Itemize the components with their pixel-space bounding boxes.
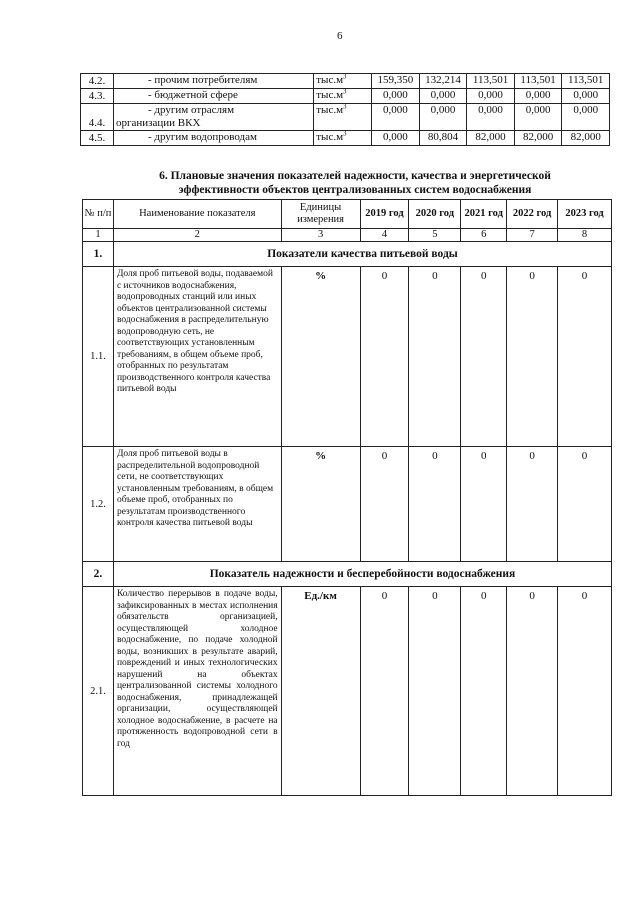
table-row [83, 267, 612, 447]
index-cell: 3 [281, 229, 360, 242]
value-cell: 80,804 [419, 131, 467, 146]
value-cell: 0 [461, 587, 507, 796]
indicators-table [82, 199, 612, 796]
row-unit: % [281, 447, 360, 562]
index-cell: 5 [409, 229, 461, 242]
row-unit: % [281, 267, 360, 447]
row-number: 4.3. [81, 89, 114, 104]
row-name: Доля проб питьевой воды в распределительной водопроводной сети, не соответствующих установленным требованиям, в общем объеме проб, отобранных по результатам производственного контроля качества питьевой воды [113, 447, 281, 562]
value-cell: 82,000 [467, 131, 515, 146]
row-number: 1.2. [83, 447, 114, 562]
value-cell: 0 [558, 447, 612, 562]
table-row [81, 74, 610, 89]
value-cell: 82,000 [562, 131, 610, 146]
value-cell: 0 [507, 267, 558, 447]
value-cell: 0 [360, 267, 409, 447]
value-cell: 0 [507, 447, 558, 562]
row-number: 4.2. [81, 74, 114, 89]
value-cell: 132,214 [419, 74, 467, 89]
value-cell: 0 [558, 267, 612, 447]
table-row [81, 104, 610, 131]
row-name: - бюджетной сфере [114, 89, 314, 104]
row-number: 1.1. [83, 267, 114, 447]
row-unit: Ед./км [281, 587, 360, 796]
row-unit: $тыс.м^3$ [314, 74, 372, 89]
value-cell: 113,501 [562, 74, 610, 89]
index-cell: 8 [558, 229, 612, 242]
section-number: 1. [83, 242, 114, 267]
section-row [83, 562, 612, 587]
header-year: 2019 год [360, 200, 409, 229]
value-cell: 113,501 [514, 74, 562, 89]
value-cell: 0 [507, 587, 558, 796]
value-cell: 0 [409, 587, 461, 796]
value-cell: 0,000 [514, 104, 562, 131]
row-number: 2.1. [83, 587, 114, 796]
index-cell: 4 [360, 229, 409, 242]
value-cell: 0,000 [514, 89, 562, 104]
value-cell: 0,000 [372, 104, 420, 131]
index-cell: 1 [83, 229, 114, 242]
row-name: Доля проб питьевой воды, подаваемой с источников водоснабжения, водопроводных станций или иных объектов централизованной системы водоснабжения в распределительную водопроводную сеть, не соответствующих установленным требованиям, в общем объеме проб, отобранных по результатам производственного контроля качества питьевой воды [113, 267, 281, 447]
row-name: Количество перерывов в подаче воды, зафиксированных в местах исполнения обязательств организацией, осуществляющей холодное водоснабжение, по подаче холодной воды, возникших в результате аварий, повреждений и иных технологических нарушений на объектах централизованной системы холодного водоснабжения, принадлежащей организации, осуществляющей холодное водоснабжение, в расчете на протяженность водопроводной сети в год [113, 587, 281, 796]
value-cell: 0 [558, 587, 612, 796]
value-cell: 0 [461, 267, 507, 447]
value-cell: 82,000 [514, 131, 562, 146]
header-year: 2023 год [558, 200, 612, 229]
value-cell: 0,000 [372, 131, 420, 146]
value-cell: 0 [461, 447, 507, 562]
row-name: - прочим потребителям [114, 74, 314, 89]
section-number: 2. [83, 562, 114, 587]
value-cell: 0,000 [467, 89, 515, 104]
value-cell: 159,350 [372, 74, 420, 89]
row-unit: $тыс.м^3$ [314, 89, 372, 104]
row-number: 4.4. [81, 104, 114, 131]
value-cell: 113,501 [467, 74, 515, 89]
index-cell: 6 [461, 229, 507, 242]
value-cell: 0 [360, 587, 409, 796]
row-unit: $тыс.м^3$ [314, 104, 372, 131]
table-row [83, 587, 612, 796]
header-year: 2022 год [507, 200, 558, 229]
header-unit: Единицы измерения [281, 200, 360, 229]
section-row [83, 242, 612, 267]
row-unit: $тыс.м^3$ [314, 131, 372, 146]
index-cell: 2 [113, 229, 281, 242]
section-title: Показатели качества питьевой воды [113, 242, 611, 267]
value-cell: 0,000 [419, 89, 467, 104]
value-cell: 0,000 [419, 104, 467, 131]
table-row [83, 447, 612, 562]
table-row [81, 89, 610, 104]
value-cell: 0,000 [562, 89, 610, 104]
value-cell: 0 [409, 267, 461, 447]
value-cell: 0 [360, 447, 409, 562]
index-row [83, 229, 612, 242]
header-num: № п/п [83, 200, 114, 229]
header-name: Наименование показателя [113, 200, 281, 229]
value-cell: 0,000 [562, 104, 610, 131]
value-cell: 0,000 [372, 89, 420, 104]
value-cell: 0 [409, 447, 461, 562]
header-year: 2020 год [409, 200, 461, 229]
header-year: 2021 год [461, 200, 507, 229]
table-row [81, 131, 610, 146]
row-number: 4.5. [81, 131, 114, 146]
index-cell: 7 [507, 229, 558, 242]
value-cell: 0,000 [467, 104, 515, 131]
section-title: Показатель надежности и бесперебойности водоснабжения [113, 562, 611, 587]
consumption-table [80, 73, 610, 146]
header-row [83, 200, 612, 229]
section-heading: 6. Плановые значения показателей надежности, качества и энергетической эффективности объектов централизованных систем водоснабжения [159, 170, 551, 196]
page-number: 6 [337, 30, 343, 42]
row-name: - другим отраслям организации ВКХ [114, 104, 314, 131]
row-name: - другим водопроводам [114, 131, 314, 146]
